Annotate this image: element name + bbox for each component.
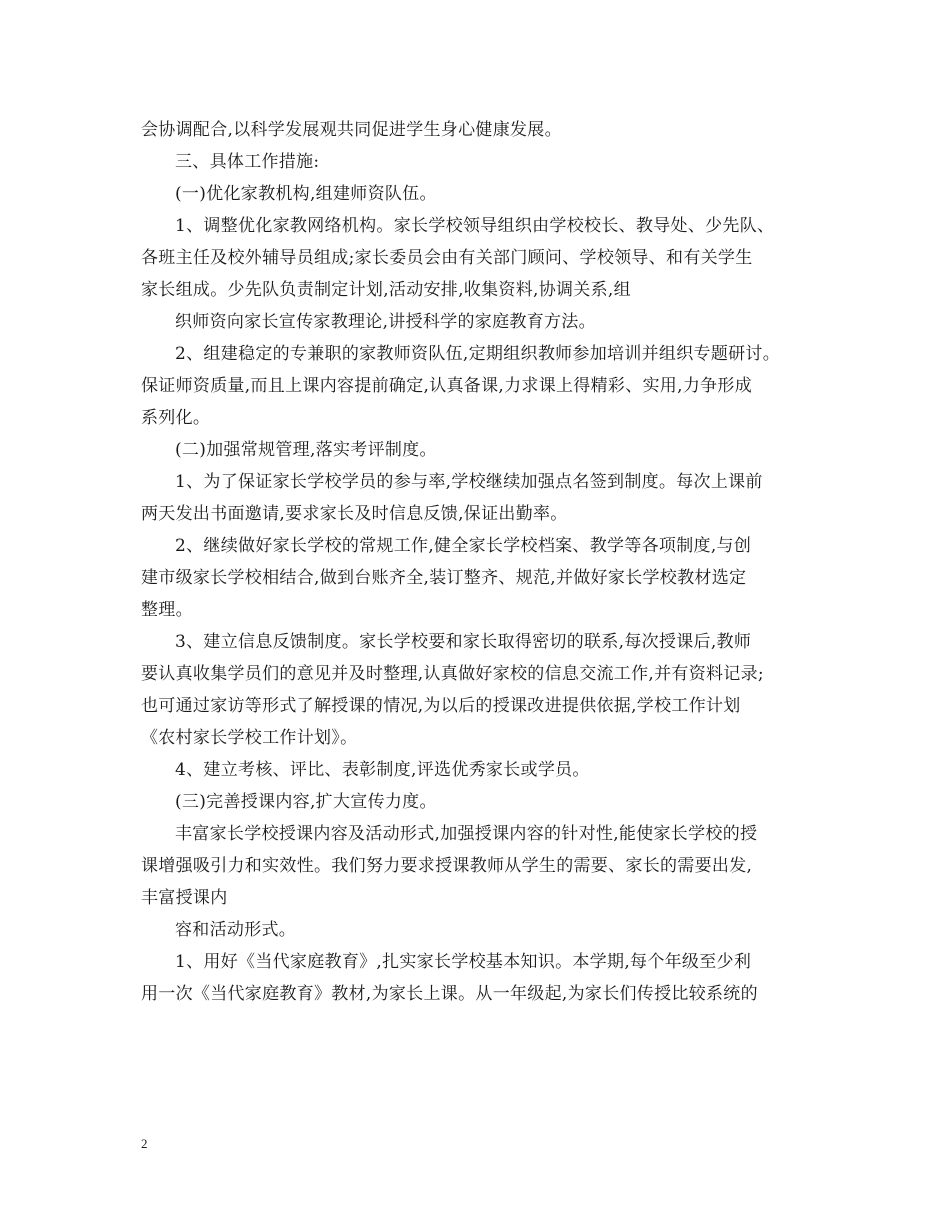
text-line: (三)完善授课内容,扩大宣传力度。 <box>175 792 437 812</box>
text-line: 1、为了保证家长学校学员的参与率,学校继续加强点名签到制度。每次上课前 <box>175 472 763 492</box>
text-line: 家长组成。少先队负责制定计划,活动安排,收集资料,协调关系,组 <box>141 280 631 300</box>
text-line: 系列化。 <box>141 408 211 428</box>
text-line: 建市级家长学校相结合,做到台账齐全,装订整齐、规范,并做好家长学校教材选定 <box>141 568 747 588</box>
text-line: 会协调配合,以科学发展观共同促进学生身心健康发展。 <box>141 120 562 140</box>
text-line: 丰富授课内 <box>141 888 228 908</box>
text-line: 1、用好《当代家庭教育》,扎实家长学校基本知识。本学期,每个年级至少利 <box>175 952 752 972</box>
text-line: 3、建立信息反馈制度。家长学校要和家长取得密切的联系,每次授课后,教师 <box>175 632 752 652</box>
text-line: (一)优化家教机构,组建师资队伍。 <box>175 184 437 204</box>
page-number: 2 <box>141 1136 148 1151</box>
text-line: 要认真收集学员们的意见并及时整理,认真做好家校的信息交流工作,并有资料记录; <box>141 664 764 684</box>
text-line: 织师资向家长宣传家教理论,讲授科学的家庭教育方法。 <box>175 312 596 332</box>
text-line: 也可通过家访等形式了解授课的情况,为以后的授课改进提供依据,学校工作计划 <box>141 696 741 716</box>
text-line: (二)加强常规管理,落实考评制度。 <box>175 440 437 460</box>
text-line: 整理。 <box>141 600 193 620</box>
text-line: 4、建立考核、评比、表彰制度,评选优秀家长或学员。 <box>175 760 590 780</box>
text-line: 2、继续做好家长学校的常规工作,健全家长学校档案、教学等各项制度,与创 <box>175 536 752 556</box>
text-line: 丰富家长学校授课内容及活动形式,加强授课内容的针对性,能使家长学校的授 <box>175 824 758 844</box>
text-line: 各班主任及校外辅导员组成;家长委员会由有关部门顾问、学校领导、和有关学生 <box>141 248 753 268</box>
text-line: 《农村家长学校工作计划》。 <box>141 728 358 748</box>
text-line: 用一次《当代家庭教育》教材,为家长上课。从一年级起,为家长们传授比较系统的 <box>141 984 758 1004</box>
text-line: 两天发出书面邀请,要求家长及时信息反馈,保证出勤率。 <box>141 504 568 524</box>
body-text <box>141 114 821 1010</box>
text-line: 保证师资质量,而且上课内容提前确定,认真备课,力求课上得精彩、实用,力争形成 <box>141 376 753 396</box>
text-line: 2、组建稳定的专兼职的家教师资队伍,定期组织教师参加培训并组织专题研讨。 <box>175 344 781 364</box>
text-line: 容和活动形式。 <box>175 920 297 940</box>
text-line: 课增强吸引力和实效性。我们努力要求授课教师从学生的需要、家长的需要出发, <box>141 856 753 876</box>
text-line: 1、调整优化家教网络机构。家长学校领导组织由学校校长、教导处、少先队、 <box>175 216 775 236</box>
text-line: 三、具体工作措施: <box>175 152 320 172</box>
